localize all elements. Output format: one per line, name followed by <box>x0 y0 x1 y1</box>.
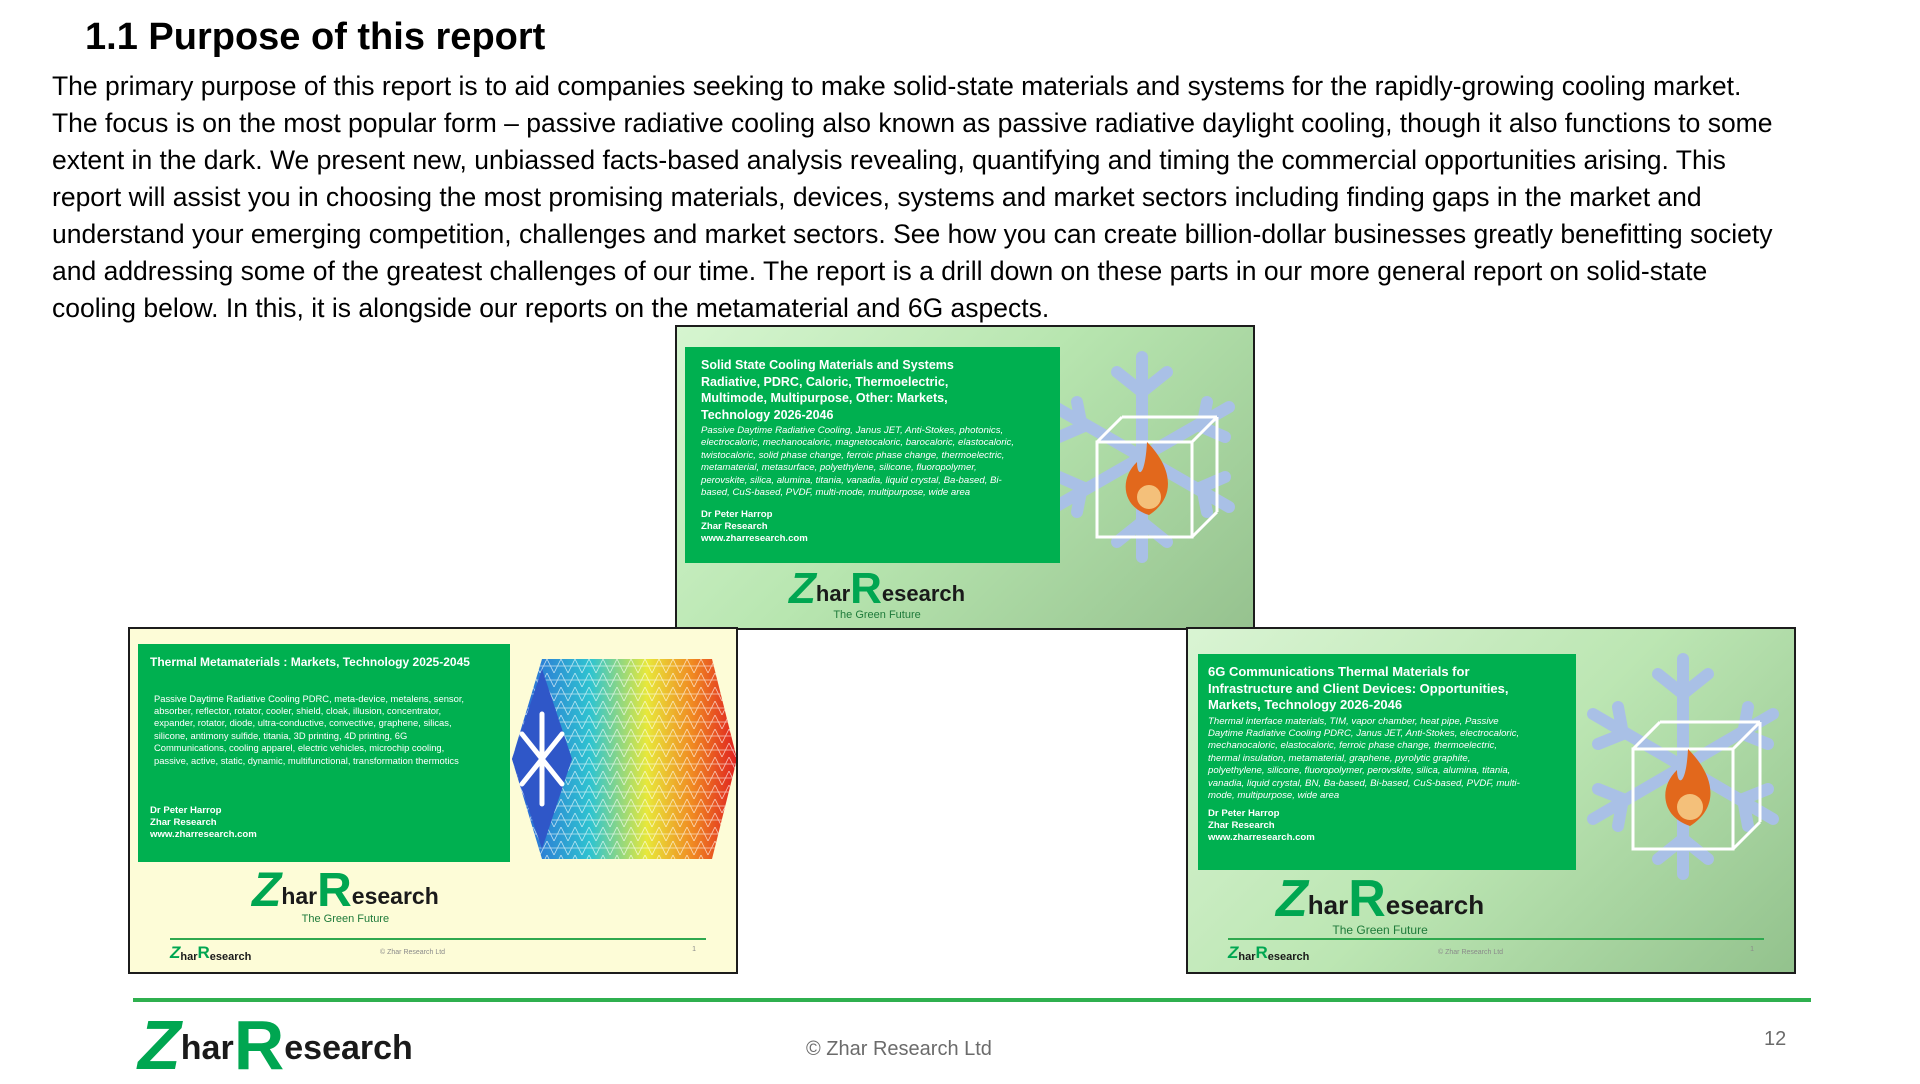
cover-title-line: Technology 2026-2046 <box>701 407 834 422</box>
mini-logo: Z har R esearch <box>1228 943 1310 963</box>
paragraph-line: The primary purpose of this report is to aid companies seeking to make solid-state materials and systems for the rapidly-growing cooling market. <box>52 71 1742 101</box>
cover-company: Zhar Research <box>150 816 217 828</box>
cover-logo: Z har R esearch The Green Future <box>789 564 966 621</box>
cover-footer <box>170 938 706 966</box>
mini-logo: Z har R esearch <box>170 943 252 963</box>
snowflake-fire-icon <box>1578 649 1788 884</box>
cover-logo: Z har R esearch The Green Future <box>1276 870 1485 937</box>
page-title: 1.1 Purpose of this report <box>85 16 546 58</box>
cover-logo: Z har R esearch The Green Future <box>252 864 439 925</box>
cover-keyword-line: silicone, antimony sulfide, titania, 3D printing, 4D printing, 6G <box>154 729 408 741</box>
cover-keyword-line: expander, rotator, diode, ultra-conductive, convective, graphene, silicas, <box>154 717 452 729</box>
paragraph-line: understand your emerging competition, challenges and market sectors. See how you can create billion-dollar businesses greatly benefitting society <box>52 219 1773 249</box>
footer-copyright: © Zhar Research Ltd <box>806 1038 992 1060</box>
cover-author: Dr Peter Harrop <box>1208 808 1280 820</box>
cover-keyword-line: twistocaloric, solid phase change, ferroic phase change, thermoelectric, <box>701 449 1005 461</box>
purpose-paragraph <box>52 68 1897 327</box>
cover-title-line: Infrastructure and Client Devices: Opportunities, <box>1208 680 1509 696</box>
cover-footer-page: 1 <box>1750 946 1754 953</box>
logo-tagline: The Green Future <box>833 609 921 621</box>
cover-keyword-line: Communications, cooling apparel, electric vehicles, microchip cooling, <box>154 742 445 754</box>
logo-tagline: The Green Future <box>301 913 390 925</box>
footer-divider <box>133 998 1811 1002</box>
cover-title: Thermal Metamaterials : Markets, Technology 2025-2045 <box>150 655 470 669</box>
cover-keyword-line: Passive Daytime Radiative Cooling PDRC, meta-device, metalens, sensor, <box>154 692 465 704</box>
metamaterial-lattice-icon <box>512 659 737 859</box>
cover-website: www.zharresearch.com <box>701 533 808 545</box>
cover-title-panel <box>685 347 1060 563</box>
cover-company: Zhar Research <box>701 521 768 533</box>
cover-keyword-line: electrocaloric, mechanocaloric, magnetocaloric, barocaloric, elastocaloric, <box>701 437 1015 449</box>
six-g-thermal-materials-cover <box>1186 627 1796 974</box>
cover-keyword-line: mode, multipurpose, wide area <box>1208 789 1340 801</box>
cover-keyword-line: perovskite, silica, alumina, titania, vanadia, liquid crystal, Ba-based, Bi- <box>701 474 1002 486</box>
cover-keyword-line: based, CuS-based, PVDF, multi-mode, multipurpose, wide area <box>701 487 971 499</box>
cover-title-line: Markets, Technology 2026-2046 <box>1208 697 1403 712</box>
cover-title-panel <box>138 644 510 862</box>
cover-company: Zhar Research <box>1208 820 1275 832</box>
cover-keyword-line: absorber, reflector, rotator, cooler, shield, cloak, illusion, concentrator, <box>154 704 442 716</box>
page-number: 12 <box>1764 1028 1787 1050</box>
thermal-metamaterials-cover <box>128 627 738 974</box>
solid-state-cooling-cover <box>675 325 1255 630</box>
cover-keyword-line: thermal insulation, metamaterial, graphene, pyrolytic graphite, <box>1208 752 1471 764</box>
cover-website: www.zharresearch.com <box>1208 832 1315 844</box>
cover-footer-copyright: © Zhar Research Ltd <box>380 949 446 956</box>
paragraph-line: and addressing some of the greatest challenges of our time. The report is a drill down on these parts in our more general report on solid-state <box>52 256 1708 286</box>
cover-keyword-line: metamaterial, metasurface, polyethylene, silicone, fluoropolymer, <box>701 462 977 474</box>
cover-website: www.zharresearch.com <box>150 828 257 840</box>
cover-keyword-line: mechanocaloric, elastocaloric, ferroic phase change, thermoelectric, <box>1208 740 1498 752</box>
logo-tagline: The Green Future <box>1332 923 1428 937</box>
zhar-research-logo: Z har R esearch <box>138 1006 413 1084</box>
cover-author: Dr Peter Harrop <box>701 509 773 521</box>
cover-keyword-line: polyethylene, silicone, fluoropolymer, perovskite, silica, alumina, titania, <box>1208 765 1511 777</box>
snowflake-fire-icon <box>1037 347 1247 567</box>
cover-keyword-line: Daytime Radiative Cooling PDRC, Janus JET, Anti-Stokes, electrocaloric, <box>1208 727 1520 739</box>
cover-footer-page: 1 <box>692 946 696 953</box>
cover-footer-copyright: © Zhar Research Ltd <box>1438 949 1504 956</box>
cover-keyword-line: passive, active, static, dynamic, multifunctional, transformation thermotics <box>154 754 459 766</box>
cover-title-line: Radiative, PDRC, Caloric, Thermoelectric, <box>701 374 949 389</box>
cover-title-panel <box>1198 654 1576 870</box>
cover-author: Dr Peter Harrop <box>150 804 222 816</box>
cover-title-line: Multimode, Multipurpose, Other: Markets, <box>701 391 948 405</box>
paragraph-line: cooling below. In this, it is alongside our reports on the metamaterial and 6G aspects. <box>52 293 1050 323</box>
paragraph-line: The focus is on the most popular form – passive radiative cooling also known as passive radiative daylight cooling, though it also functions to some <box>52 108 1773 138</box>
paragraph-line: report will assist you in choosing the most promising materials, devices, systems and market sectors including finding gaps in the market and <box>52 182 1702 212</box>
paragraph-line: extent in the dark. We present new, unbiassed facts-based analysis revealing, quantifying and timing the commercial opportunities arising. This <box>52 145 1726 175</box>
cover-keyword-line: Passive Daytime Radiative Cooling, Janus JET, Anti-Stokes, photonics, <box>701 425 1004 436</box>
cover-keyword-line: vanadia, liquid crystal, BN, Ba-based, Bi-based, CuS-based, PVDF, multi- <box>1208 777 1520 789</box>
cover-title-line: 6G Communications Thermal Materials for <box>1208 664 1470 679</box>
cover-keyword-line: Thermal interface materials, TIM, vapor chamber, heat pipe, Passive <box>1208 715 1499 727</box>
cover-title-line: Solid State Cooling Materials and Systems <box>701 358 954 372</box>
cover-footer <box>1228 938 1764 966</box>
